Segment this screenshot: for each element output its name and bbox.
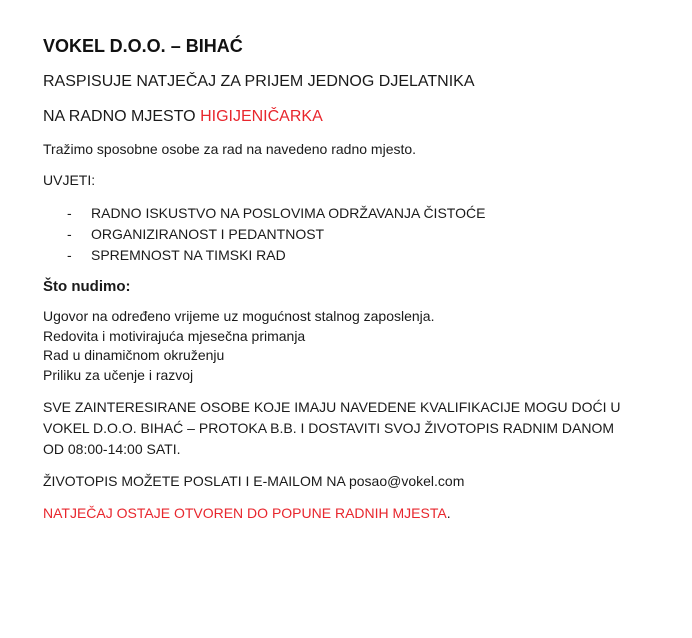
list-marker: - bbox=[67, 205, 72, 221]
list-marker: - bbox=[67, 226, 72, 242]
company-title: VOKEL D.O.O. – BIHAĆ bbox=[43, 36, 243, 56]
position-line bbox=[43, 106, 643, 128]
offer-item: Redovita i motivirajuća mjesečna primanja bbox=[43, 327, 306, 344]
condition-text: SPREMNOST NA TIMSKI RAD bbox=[91, 247, 286, 263]
offer-item: Ugovor na određeno vrijeme uz mogućnost stalnog zaposlenja. bbox=[43, 308, 435, 324]
closing-period: . bbox=[446, 505, 451, 521]
contact-text: SVE ZAINTERESIRANE OSOBE KOJE IMAJU NAVEDENE KVALIFIKACIJE MOGU DOĆI U VOKEL D.O.O. BIHAĆ – PROTOKA B.B. I DOSTAVITI SVOJ ŽIVOTOPIS RADNIM DANOM OD 08:00-14:00 SATI. bbox=[43, 399, 621, 457]
job-announcement bbox=[43, 34, 643, 523]
offers-list bbox=[43, 307, 643, 385]
offer-item: Rad u dinamičnom okruženju bbox=[43, 347, 225, 363]
position-prefix: NA RADNO MJESTO bbox=[43, 108, 201, 125]
conditions-label: UVJETI: bbox=[43, 172, 96, 188]
closing-text: NATJEČAJ OSTAJE OTVOREN DO POPUNE RADNIH MJESTA bbox=[43, 505, 447, 521]
condition-text: RADNO ISKUSTVO NA POSLOVIMA ODRŽAVANJA ČISTOĆE bbox=[91, 205, 486, 221]
offer-item: Priliku za učenje i razvoj bbox=[43, 366, 194, 383]
condition-item bbox=[43, 224, 643, 245]
position-name: HIGIJENIČARKA bbox=[200, 108, 323, 125]
offer-heading: Što nudimo: bbox=[43, 278, 131, 295]
condition-text: ORGANIZIRANOST I PEDANTNOST bbox=[91, 226, 325, 242]
condition-item bbox=[43, 245, 643, 266]
condition-item bbox=[43, 203, 643, 224]
closing-line bbox=[43, 504, 643, 523]
email-line: ŽIVOTOPIS MOŽETE POSLATI I E-MAILOM NA posao@vokel.com bbox=[43, 473, 465, 489]
intro-text: Tražimo sposobne osobe za rad na navedeno radno mjesto. bbox=[43, 141, 417, 157]
announcement-line: RASPISUJE NATJEČAJ ZA PRIJEM JEDNOG DJELATNIKA bbox=[43, 73, 475, 90]
list-marker: - bbox=[67, 247, 72, 263]
conditions-list bbox=[43, 203, 643, 266]
